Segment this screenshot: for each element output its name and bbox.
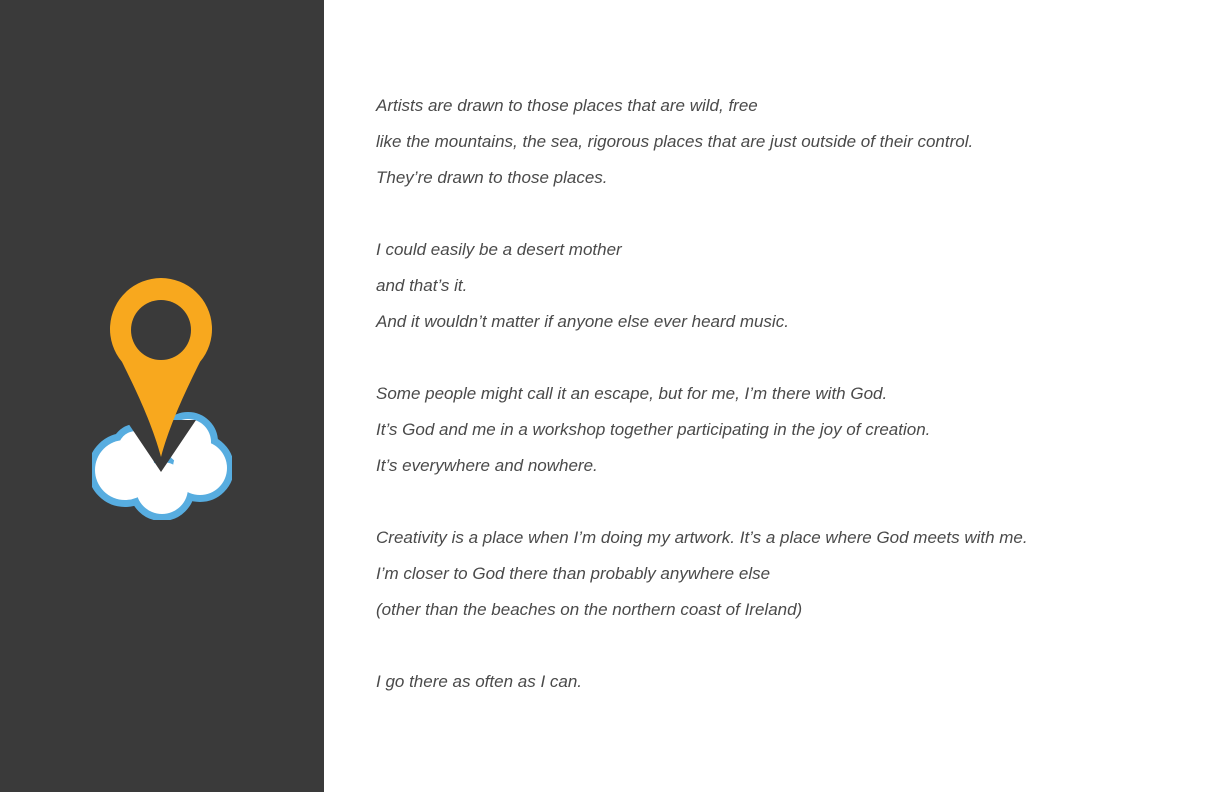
quote-line: I could easily be a desert mother [376, 240, 622, 259]
quote-line: I’m closer to God there than probably anywhere else [376, 564, 771, 583]
quote-line: I go there as often as I can. [376, 672, 583, 691]
quote-line: and that’s it. [376, 276, 468, 295]
quote-line: Creativity is a place when I’m doing my artwork. It’s a place where God meets with me. [376, 528, 1028, 547]
sidebar-panel [0, 0, 324, 792]
map-pin-cloud-icon [92, 268, 232, 520]
pin-hole [131, 300, 191, 360]
quote-paragraph-3 [376, 376, 1196, 484]
map-pin-cloud-svg [92, 268, 232, 520]
quote-line: Artists are drawn to those places that are wild, free [376, 96, 758, 115]
quote-line: And it wouldn’t matter if anyone else ever heard music. [376, 312, 789, 331]
quote-paragraph-1 [376, 88, 1196, 196]
quote-paragraph-2 [376, 232, 1196, 340]
quote-line: Some people might call it an escape, but for me, I’m there with God. [376, 384, 888, 403]
quote-line: It’s God and me in a workshop together participating in the joy of creation. [376, 420, 931, 439]
quote-paragraph-4 [376, 520, 1196, 628]
quote-line: (other than the beaches on the northern coast of Ireland) [376, 600, 803, 619]
quote-block [376, 88, 1196, 736]
quote-paragraph-5 [376, 664, 1196, 700]
quote-line: like the mountains, the sea, rigorous places that are just outside of their control. [376, 132, 974, 151]
quote-line: They’re drawn to those places. [376, 168, 608, 187]
quote-line: It’s everywhere and nowhere. [376, 456, 598, 475]
